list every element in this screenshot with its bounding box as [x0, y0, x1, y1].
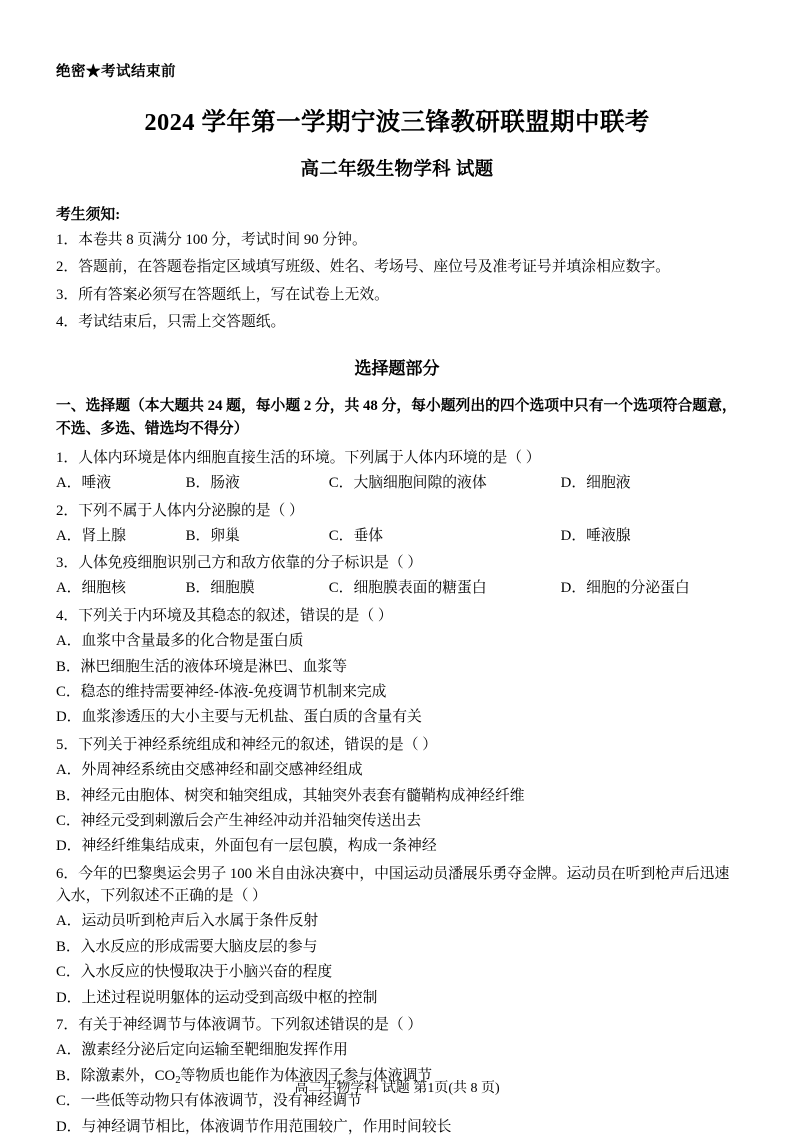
question-4-option-a[interactable]: A．血浆中含量最多的化合物是蛋白质 [56, 633, 304, 650]
question-4 [56, 605, 738, 729]
question-6 [56, 863, 738, 1009]
question-2-stem: 2．下列不属于人体内分泌腺的是（ ） [56, 502, 304, 519]
question-7-stem: 7．有关于神经调节与体液调节。下列叙述错误的是（ ） [56, 1017, 423, 1034]
question-4-option-d[interactable]: D．血浆渗透压的大小主要与无机盐、蛋白质的含量有关 [56, 709, 422, 726]
question-3-options [56, 578, 738, 599]
candidate-notice-item-4: 4．考试结束后，只需上交答题纸。 [56, 314, 286, 331]
page-footer: 高二生物学科 试题 第1页(共 8 页) [294, 1081, 500, 1096]
question-1-option-d[interactable]: D．细胞液 [560, 475, 631, 492]
question-2-option-a[interactable]: A．肾上腺 [56, 527, 126, 544]
page-title: 2024 学年第一学期宁波三锋教研联盟期中联考 [144, 109, 650, 136]
candidate-notice-item-3: 3．所有答案必须写在答题纸上，写在试卷上无效。 [56, 286, 389, 303]
question-1-option-a[interactable]: A．唾液 [56, 475, 112, 492]
question-6-option-d[interactable]: D．上述过程说明躯体的运动受到高级中枢的控制 [56, 989, 378, 1006]
question-2-options [56, 526, 738, 547]
question-6-option-b[interactable]: B．入水反应的形成需要大脑皮层的参与 [56, 938, 318, 955]
question-6-option-c[interactable]: C．入水反应的快慢取决于小脑兴奋的程度 [56, 964, 333, 981]
question-7-option-a[interactable]: A．激素经分泌后定向运输至靶细胞发挥作用 [56, 1042, 348, 1059]
question-4-stem: 4．下列关于内环境及其稳态的叙述，错误的是（ ） [56, 607, 393, 624]
question-1-stem: 1．人体内环境是体内细胞直接生活的环境。下列属于人体内环境的是（ ） [56, 450, 541, 466]
question-5-option-d[interactable]: D．神经纤维集结成束，外面包有一层包膜，构成一条神经 [56, 838, 437, 855]
question-5 [56, 734, 738, 858]
question-2-option-b[interactable]: B．卵巢 [185, 527, 240, 544]
question-3-option-b[interactable]: B．细胞膜 [185, 580, 255, 597]
question-3-option-c[interactable]: C．细胞膜表面的糖蛋白 [328, 580, 487, 597]
question-6-stem: 6．今年的巴黎奥运会男子 100 米自由泳决赛中，中国运动员潘展乐勇夺金牌。运动员在听到枪声后迅速入水，下列叙述不正确的是（ ） [56, 865, 730, 905]
question-7-option-d[interactable]: D．与神经调节相比，体液调节作用范围较广，作用时间较长 [56, 1118, 452, 1135]
question-7-option-b[interactable]: B．除激素外，$CO_2$等物质也能作为体液因子参与体液调节 [56, 1067, 433, 1086]
candidate-notice-heading: 考生须知: [56, 206, 121, 223]
question-5-option-b[interactable]: B．神经元由胞体、树突和轴突组成，其轴突外表套有髓鞘构成神经纤维 [56, 787, 525, 804]
question-4-option-c[interactable]: C．稳态的维持需要神经-体液-免疫调节机制来完成 [56, 684, 387, 701]
question-2-option-d[interactable]: D．唾液腺 [560, 527, 631, 544]
question-2 [56, 500, 738, 548]
question-5-stem: 5．下列关于神经系统组成和神经元的叙述，错误的是（ ） [56, 736, 438, 753]
question-1 [56, 447, 738, 495]
question-3 [56, 552, 738, 600]
question-1-option-b[interactable]: B．肠液 [185, 475, 240, 492]
question-2-option-c[interactable]: C．垂体 [328, 527, 384, 544]
question-5-option-a[interactable]: A．外周神经系统由交感神经和副交感神经组成 [56, 762, 363, 779]
candidate-notice-item-1: 1．本卷共 8 页满分 100 分，考试时间 90 分钟。 [56, 231, 367, 248]
question-4-option-b[interactable]: B．淋巴细胞生活的液体环境是淋巴、血浆等 [56, 658, 348, 675]
question-1-option-c[interactable]: C．大脑细胞间隙的液体 [328, 475, 487, 492]
candidate-notice-item-2: 2．答题前，在答题卷指定区域填写班级、姓名、考场号、座位号及准考证号并填涂相应数字。 [56, 259, 671, 276]
question-5-option-c[interactable]: C．神经元受到刺激后会产生神经冲动并沿轴突传送出去 [56, 813, 421, 830]
page-subtitle: 高二年级生物学科 试题 [300, 159, 494, 180]
question-3-option-d[interactable]: D．细胞的分泌蛋白 [560, 580, 690, 597]
question-6-option-a[interactable]: A．运动员听到枪声后入水属于条件反射 [56, 913, 319, 930]
question-3-option-a[interactable]: A．细胞核 [56, 580, 126, 597]
question-3-stem: 3．人体免疫细胞识别己方和敌方依靠的分子标识是（ ） [56, 555, 423, 572]
question-7-option-c[interactable]: C．一些低等动物只有体液调节，没有神经调节 [56, 1093, 362, 1110]
section-title-multiple-choice: 选择题部分 [354, 358, 440, 378]
multiple-choice-instructions: 一、选择题（本大题共 24 题，每小题 2 分，共 48 分，每小题列出的四个选项中只有一个选项符合题意，不选、多选、错选均不得分） [56, 397, 737, 438]
question-1-options [56, 473, 738, 494]
secret-notice: 绝密★考试结束前 [56, 64, 176, 80]
